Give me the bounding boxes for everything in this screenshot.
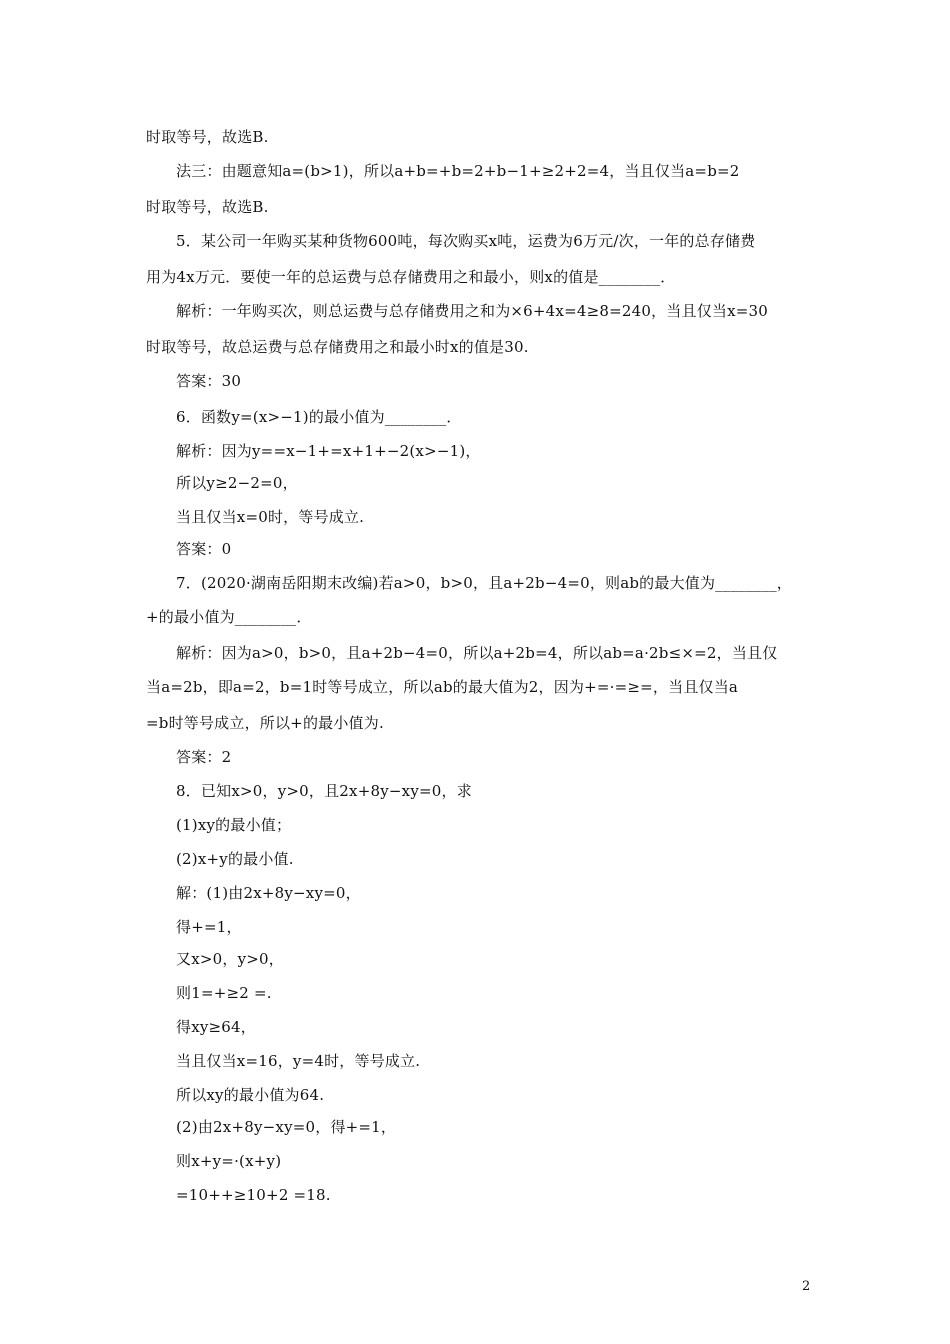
text-line-5: 用为4x万元．要使一年的总运费与总存储费用之和最小，则x的值是________．: [146, 268, 676, 286]
text-line-12: 当且仅当x=0时，等号成立.: [176, 508, 365, 526]
text-line-6: 解析：一年购买次，则总运费与总存储费用之和为×6+4x=4≥8=240，当且仅当x=30: [176, 302, 769, 320]
text-line-30: (2)由2x+8y−xy=0，得+=1，: [176, 1118, 397, 1136]
text-line-4: 5．某公司一年购买某种货物600吨，每次购买x吨，运费为6万元/次，一年的总存储费: [176, 232, 756, 250]
text-line-7: 时取等号，故总运费与总存储费用之和最小时x的值是30.: [146, 338, 529, 356]
text-line-20: 8．已知x>0，y>0，且2x+8y−xy=0，求: [176, 782, 472, 800]
text-line-26: 则1=+≥2 =.: [176, 984, 272, 1002]
text-line-11: 所以y≥2−2=0，: [176, 474, 298, 492]
page-number: 2: [802, 1279, 811, 1294]
text-line-22: (2)x+y的最小值.: [176, 850, 294, 868]
text-line-18: =b时等号成立，所以+的最小值为.: [146, 714, 384, 732]
text-line-1: 时取等号，故选B.: [146, 128, 269, 146]
text-line-19: 答案：2: [176, 748, 232, 766]
text-line-32: =10++≥10+2 =18.: [176, 1186, 331, 1204]
text-line-13: 答案：0: [176, 540, 232, 558]
text-line-28: 当且仅当x=16，y=4时，等号成立.: [176, 1052, 421, 1070]
text-line-23: 解：(1)由2x+8y−xy=0，: [176, 884, 361, 902]
text-line-10: 解析：因为y==x−1+=x+1+−2(x>−1)，: [176, 442, 481, 460]
text-line-25: 又x>0，y>0，: [176, 950, 284, 968]
text-line-8: 答案：30: [176, 372, 242, 390]
text-line-3: 时取等号，故选B.: [146, 198, 269, 216]
text-line-31: 则x+y=·(x+y): [176, 1152, 282, 1170]
text-line-24: 得+=1，: [176, 918, 242, 936]
text-line-14: 7．(2020·湖南岳阳期末改编)若a>0，b>0，且a+2b−4=0，则ab的最大值为________，: [176, 574, 792, 592]
text-line-16: 解析：因为a>0，b>0，且a+2b−4=0，所以a+2b=4，所以ab=a·2b≤×=2，当且仅: [176, 644, 778, 662]
text-line-15: +的最小值为________．: [146, 608, 312, 626]
text-line-27: 得xy≥64，: [176, 1018, 256, 1036]
text-line-29: 所以xy的最小值为64.: [176, 1086, 325, 1104]
text-line-21: (1)xy的最小值；: [176, 816, 292, 834]
text-line-17: 当a=2b，即a=2，b=1时等号成立，所以ab的最大值为2，因为+=·=≥=，当且仅当a: [146, 678, 739, 696]
text-line-9: 6．函数y=(x>−1)的最小值为________．: [176, 408, 462, 426]
text-line-2: 法三：由题意知a=(b>1)，所以a+b=+b=2+b−1+≥2+2=4，当且仅当a=b=2: [176, 162, 740, 180]
